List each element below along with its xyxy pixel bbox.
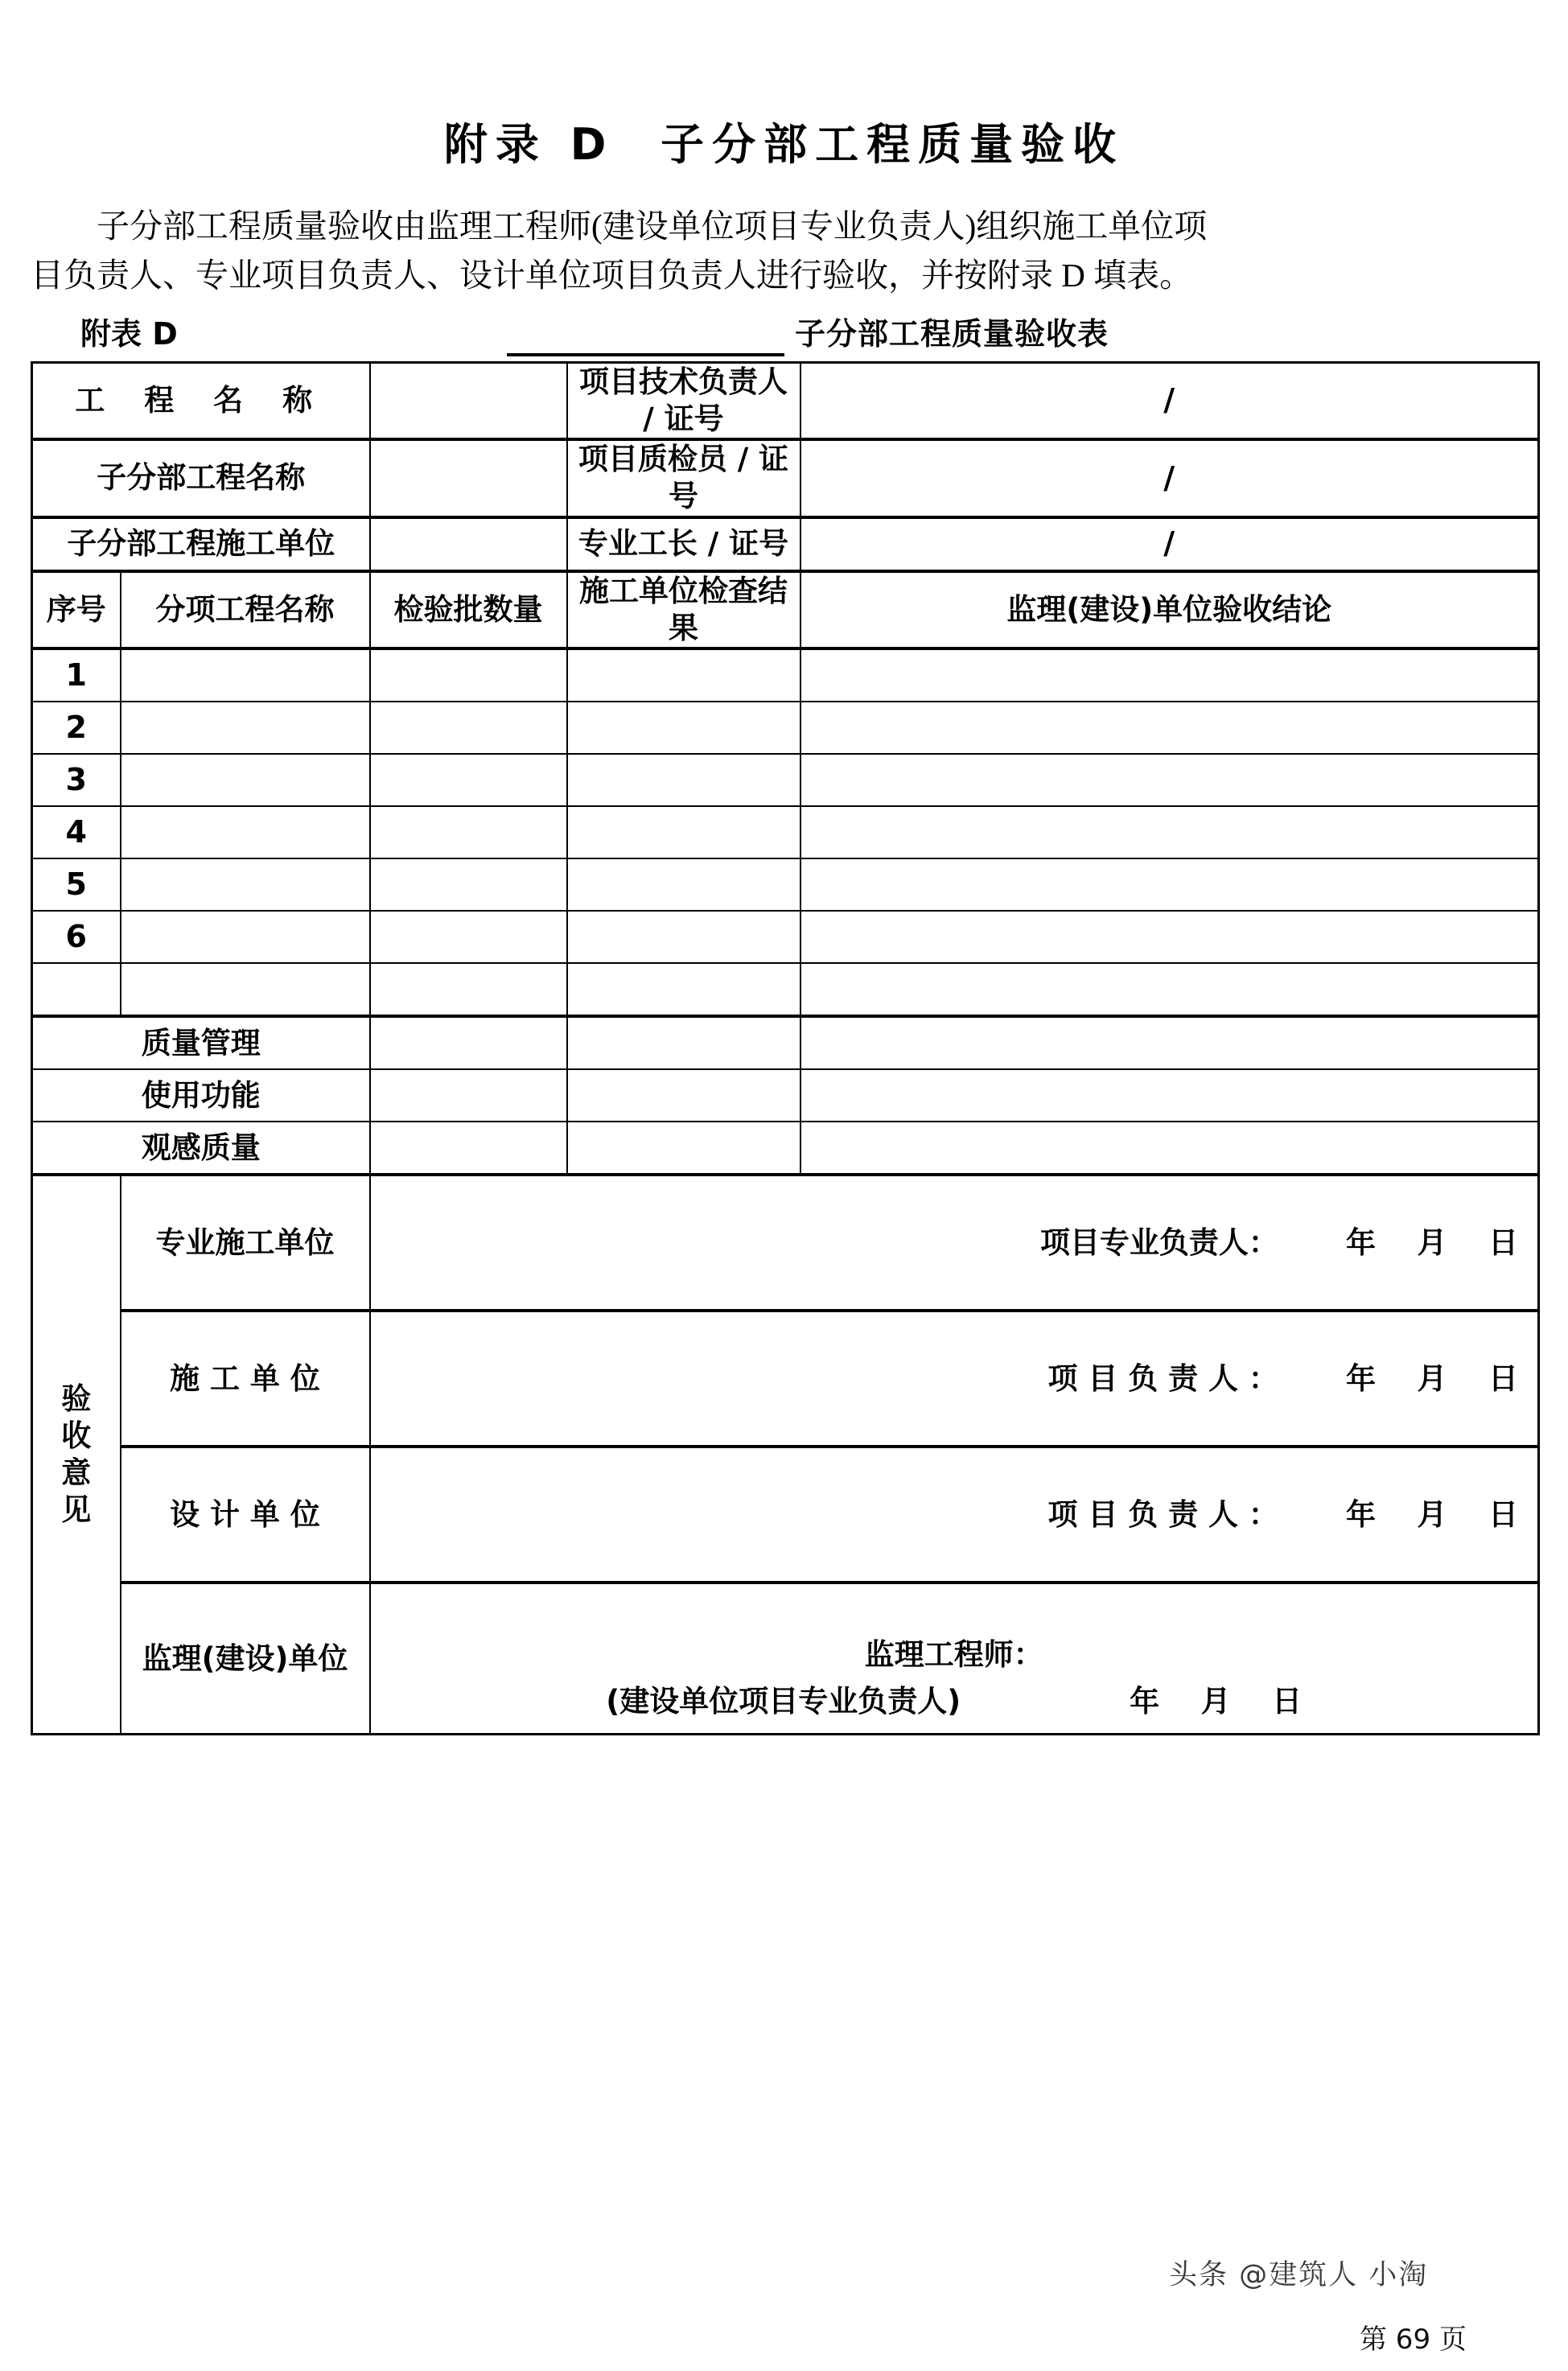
date-label-specialty-contractor: 年 月 日: [1345, 1225, 1518, 1260]
acceptance-signature-contractor[interactable]: [370, 1311, 1539, 1447]
label-quality-management: 质量管理: [32, 1016, 370, 1069]
table-row-acceptance-designer: [32, 1447, 1539, 1583]
table-row: [32, 806, 1539, 858]
date-label-contractor: 年 月 日: [1345, 1360, 1518, 1396]
row-item-name[interactable]: [121, 911, 370, 963]
column-header-batch-count: 检验批数量: [370, 571, 567, 649]
acceptance-label-char-2: 收: [61, 1418, 92, 1453]
table-row: [32, 963, 1539, 1016]
row-index: 2: [32, 702, 121, 754]
row-contractor-result[interactable]: [567, 858, 800, 911]
table-row: [32, 911, 1539, 963]
acceptance-label-char-3: 意: [61, 1455, 92, 1491]
quality-acceptance-form: [31, 361, 1540, 1736]
acceptance-unit-specialty-contractor: 专业施工单位: [121, 1175, 370, 1311]
label-appearance-quality: 观感质量: [32, 1122, 370, 1175]
row-batch-count[interactable]: [370, 858, 567, 911]
column-header-supervisor-conclusion: 监理(建设)单位验收结论: [800, 571, 1539, 649]
row-supervisor-conclusion[interactable]: [800, 858, 1539, 911]
row-supervisor-conclusion[interactable]: [800, 806, 1539, 858]
table-row: [32, 702, 1539, 754]
row-contractor-result[interactable]: [567, 702, 800, 754]
value-appearance-quality-batch[interactable]: [370, 1122, 567, 1175]
acceptance-unit-designer: 设 计 单 位: [121, 1447, 370, 1583]
date-label-supervisor: 年 月 日: [1130, 1683, 1303, 1719]
row-index: 4: [32, 806, 121, 858]
caption-form-title: 子分部工程质量验收表: [795, 315, 1109, 352]
row-supervisor-conclusion[interactable]: [800, 648, 1539, 702]
row-item-name[interactable]: [121, 754, 370, 806]
row-supervisor-conclusion[interactable]: [800, 963, 1539, 1016]
table-row-project-name: [32, 362, 1539, 439]
table-row-acceptance-specialty-contractor: [32, 1175, 1539, 1311]
table-header-row: [32, 571, 1539, 649]
table-row: [32, 754, 1539, 806]
value-quality-management-supervisor[interactable]: [800, 1016, 1539, 1069]
label-foreman: 专业工长 / 证号: [567, 517, 800, 571]
table-row: [32, 858, 1539, 911]
value-usage-function-contractor[interactable]: [567, 1069, 800, 1122]
acceptance-vertical-label: [32, 1175, 121, 1735]
value-usage-function-supervisor[interactable]: [800, 1069, 1539, 1122]
date-label-designer: 年 月 日: [1345, 1496, 1518, 1532]
value-quality-management-batch[interactable]: [370, 1016, 567, 1069]
table-row-appearance-quality: [32, 1122, 1539, 1175]
table-row-acceptance-contractor: [32, 1311, 1539, 1447]
value-construction-unit[interactable]: [370, 517, 567, 571]
table-row-acceptance-supervisor: [32, 1583, 1539, 1735]
value-appearance-quality-contractor[interactable]: [567, 1122, 800, 1175]
table-row: [32, 648, 1539, 702]
signature-line-contractor: [376, 1360, 1533, 1397]
row-batch-count[interactable]: [370, 806, 567, 858]
value-project-name[interactable]: [370, 362, 567, 439]
row-batch-count[interactable]: [370, 963, 567, 1016]
row-item-name[interactable]: [121, 963, 370, 1016]
value-tech-manager[interactable]: /: [800, 362, 1539, 439]
row-contractor-result[interactable]: [567, 648, 800, 702]
acceptance-signature-specialty-contractor[interactable]: [370, 1175, 1539, 1311]
table-row-usage-function: [32, 1069, 1539, 1122]
row-batch-count[interactable]: [370, 648, 567, 702]
page-title: 附录 D 子分部工程质量验收: [443, 119, 1125, 170]
label-quality-inspector: 项目质检员 / 证号: [567, 439, 800, 517]
signature-note-text-supervisor: (建设单位项目专业负责人): [606, 1683, 961, 1719]
table-row-quality-management: [32, 1016, 1539, 1069]
label-tech-manager: 项目技术负责人 / 证号: [567, 362, 800, 439]
label-project-name: 工 程 名 称: [32, 362, 370, 439]
row-contractor-result[interactable]: [567, 963, 800, 1016]
row-supervisor-conclusion[interactable]: [800, 754, 1539, 806]
value-usage-function-batch[interactable]: [370, 1069, 567, 1122]
value-foreman[interactable]: /: [800, 517, 1539, 571]
intro-line-2: 目负责人、专业项目负责人、设计单位项目负责人进行验收，并按附录 D 填表。: [31, 256, 1193, 294]
acceptance-signature-designer[interactable]: [370, 1447, 1539, 1583]
intro-paragraph: [31, 202, 1537, 300]
table-row-subdivision-name: [32, 439, 1539, 517]
label-usage-function: 使用功能: [32, 1069, 370, 1122]
row-item-name[interactable]: [121, 806, 370, 858]
acceptance-unit-contractor: 施 工 单 位: [121, 1311, 370, 1447]
acceptance-signature-supervisor[interactable]: [370, 1583, 1539, 1735]
value-subdivision-name[interactable]: [370, 439, 567, 517]
signature-note-supervisor: [376, 1683, 1533, 1720]
watermark-text: 头条 @建筑人 小淘: [1169, 2259, 1429, 2291]
column-header-contractor-result: 施工单位检查结果: [567, 571, 800, 649]
column-header-index: 序号: [32, 571, 121, 649]
row-batch-count[interactable]: [370, 754, 567, 806]
caption-form-id: 附表 D: [80, 315, 178, 352]
value-appearance-quality-supervisor[interactable]: [800, 1122, 1539, 1175]
value-quality-management-contractor[interactable]: [567, 1016, 800, 1069]
label-subdivision-name: 子分部工程名称: [32, 439, 370, 517]
table-row-construction-unit: [32, 517, 1539, 571]
row-supervisor-conclusion[interactable]: [800, 702, 1539, 754]
caption-blank-underline[interactable]: [507, 311, 784, 356]
signature-label-supervisor: 监理工程师：: [864, 1636, 1043, 1672]
intro-line-1: 子分部工程质量验收由监理工程师(建设单位项目专业负责人)组织施工单位项: [97, 207, 1208, 245]
row-batch-count[interactable]: [370, 911, 567, 963]
acceptance-unit-supervisor: 监理(建设)单位: [121, 1583, 370, 1735]
row-supervisor-conclusion[interactable]: [800, 911, 1539, 963]
signature-line-designer: [376, 1496, 1533, 1533]
signature-line-specialty-contractor: [376, 1225, 1533, 1262]
signature-label-designer: 项 目 负 责 人 ：: [1047, 1496, 1278, 1532]
row-contractor-result[interactable]: [567, 911, 800, 963]
value-quality-inspector[interactable]: /: [800, 439, 1539, 517]
form-caption: [31, 311, 1537, 356]
acceptance-label-char-4: 见: [61, 1492, 92, 1528]
signature-label-specialty-contractor: 项目专业负责人：: [1039, 1225, 1278, 1260]
acceptance-label-char-1: 验: [61, 1381, 92, 1416]
row-index: [32, 963, 121, 1016]
row-item-name[interactable]: [121, 702, 370, 754]
label-construction-unit: 子分部工程施工单位: [32, 517, 370, 571]
row-batch-count[interactable]: [370, 702, 567, 754]
row-contractor-result[interactable]: [567, 754, 800, 806]
signature-label-contractor: 项 目 负 责 人 ：: [1047, 1360, 1278, 1396]
row-index: 1: [32, 648, 121, 702]
row-item-name[interactable]: [121, 858, 370, 911]
row-index: 3: [32, 754, 121, 806]
row-index: 5: [32, 858, 121, 911]
row-contractor-result[interactable]: [567, 806, 800, 858]
row-index: 6: [32, 911, 121, 963]
row-item-name[interactable]: [121, 648, 370, 702]
column-header-item-name: 分项工程名称: [121, 571, 370, 649]
page-number: 第 69 页: [1360, 2324, 1467, 2356]
